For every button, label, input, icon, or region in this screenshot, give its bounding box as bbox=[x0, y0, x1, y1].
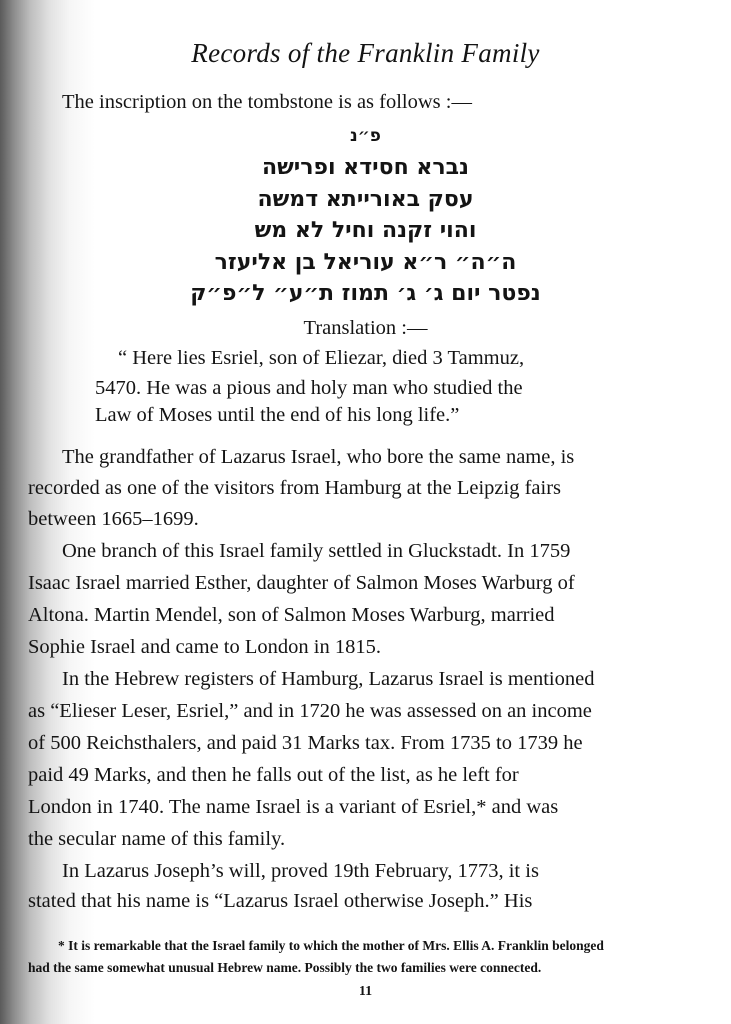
body-line: paid 49 Marks, and then he falls out of the list, as he left for bbox=[28, 764, 519, 786]
hebrew-line: עסק באורייתא דמשה bbox=[257, 187, 474, 212]
footnote-line: had the same somewhat unusual Hebrew name. Possibly the two families were connected. bbox=[28, 960, 542, 975]
hebrew-line: והוי זקנה וחיל לא מש bbox=[254, 218, 477, 243]
translation-heading: Translation :— bbox=[303, 317, 428, 339]
translation-line: 5470. He was a pious and holy man who studied the bbox=[95, 377, 523, 399]
translation-line: Law of Moses until the end of his long life.” bbox=[95, 404, 460, 426]
hebrew-line: נפטר יום ג׳ ג׳ תמוז ת״ע״ ל״פ״ק bbox=[190, 281, 541, 306]
body-line: London in 1740. The name Israel is a variant of Esriel,* and was bbox=[28, 796, 559, 818]
hebrew-line: פ״נ bbox=[350, 126, 381, 146]
body-line: recorded as one of the visitors from Hamburg at the Leipzig fairs bbox=[28, 477, 562, 499]
footnote-line: * It is remarkable that the Israel family to which the mother of Mrs. Ellis A. Franklin belonged bbox=[58, 938, 604, 953]
hebrew-line: ה״ה״ ר״א עוריאל בן אליעזר bbox=[214, 250, 517, 275]
body-line: Altona. Martin Mendel, son of Salmon Moses Warburg, married bbox=[28, 604, 555, 626]
body-line: In the Hebrew registers of Hamburg, Lazarus Israel is mentioned bbox=[62, 668, 595, 690]
body-line: In Lazarus Joseph’s will, proved 19th February, 1773, it is bbox=[62, 860, 539, 882]
translation-line: “ Here lies Esriel, son of Eliezar, died 3 Tammuz, bbox=[118, 347, 525, 369]
body-line: Sophie Israel and came to London in 1815. bbox=[28, 636, 381, 658]
body-line: stated that his name is “Lazarus Israel otherwise Joseph.” His bbox=[28, 890, 533, 912]
intro-line: The inscription on the tombstone is as follows :— bbox=[62, 91, 472, 113]
body-line: The grandfather of Lazarus Israel, who bore the same name, is bbox=[62, 446, 575, 468]
body-line: One branch of this Israel family settled in Gluckstadt. In 1759 bbox=[62, 540, 571, 562]
hebrew-line: נברא חסידא ופרישה bbox=[261, 155, 469, 180]
page-title: Records of the Franklin Family bbox=[191, 38, 540, 68]
body-line: of 500 Reichsthalers, and paid 31 Marks tax. From 1735 to 1739 he bbox=[28, 732, 583, 754]
page-number: 11 bbox=[358, 984, 373, 999]
body-line: as “Elieser Leser, Esriel,” and in 1720 he was assessed on an income bbox=[28, 700, 592, 722]
body-line: Isaac Israel married Esther, daughter of Salmon Moses Warburg of bbox=[28, 572, 575, 594]
body-line: between 1665–1699. bbox=[28, 508, 199, 530]
body-line: the secular name of this family. bbox=[28, 828, 286, 850]
